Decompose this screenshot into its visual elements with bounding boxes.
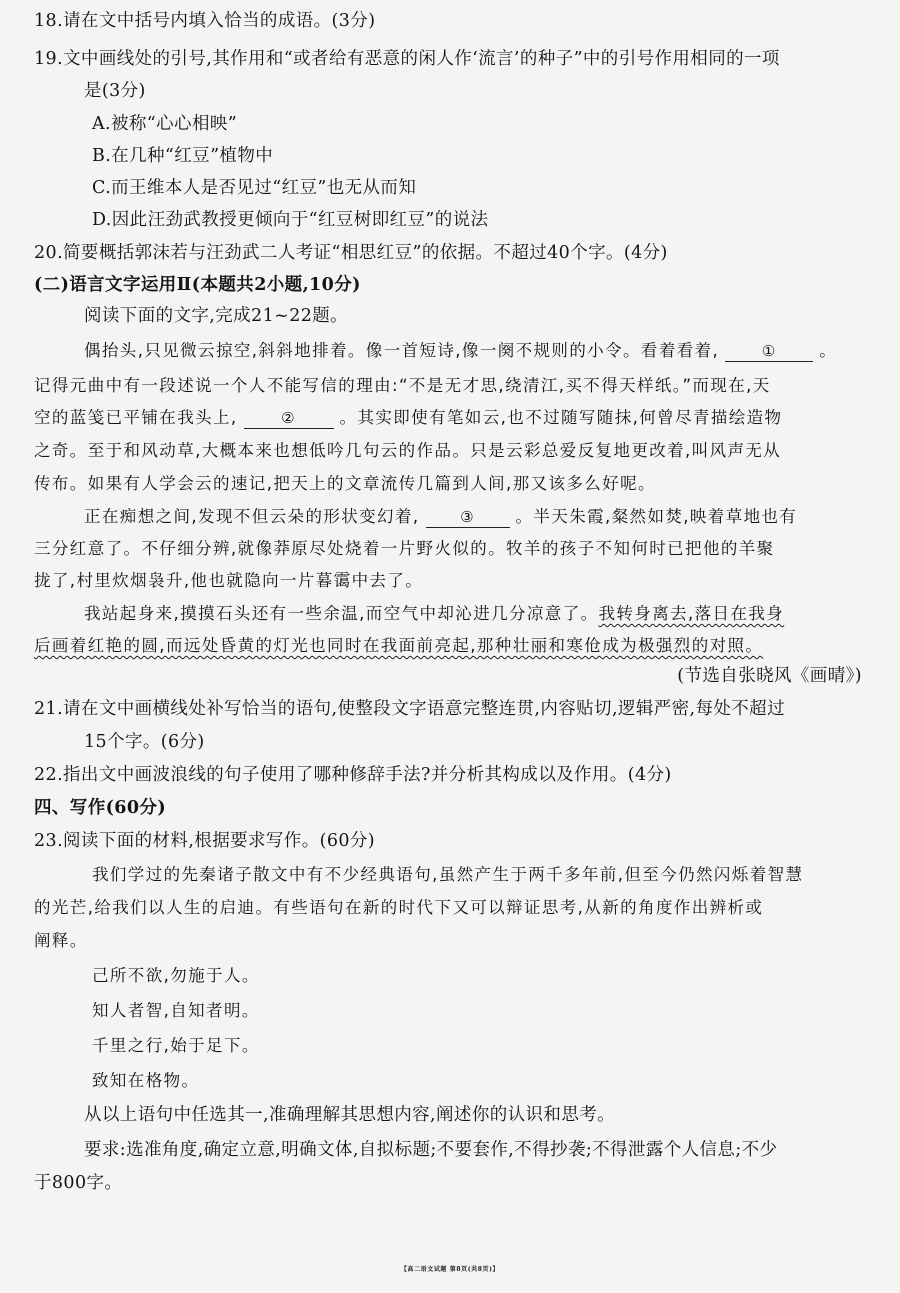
option-d: D.因此汪劲武教授更倾向于“红豆树即红豆”的说法 <box>92 210 489 230</box>
wavy-sentence-part1: 我转身离去,落日在我身 <box>598 604 785 623</box>
blank-1: ① <box>725 341 813 362</box>
question-19-stem: 19.文中画线处的引号,其作用和“或者给有恶意的闲人作‘流言’的种子”中的引号作用相同的一项 <box>34 49 780 69</box>
option-a: A.被称“心心相映” <box>92 114 238 134</box>
passage-p1-line1: 偶抬头,只见微云掠空,斜斜地排着。像一首短诗,像一阕不规则的小令。看着看着, ① 。 <box>84 341 838 360</box>
material-line3: 阐释。 <box>34 931 88 950</box>
writing-task: 从以上语句中任选其一,准确理解其思想内容,阐述你的认识和思考。 <box>84 1105 616 1125</box>
quote-2: 知人者智,自知者明。 <box>92 1001 260 1020</box>
passage-source: (节选自张晓风《画晴》) <box>677 666 862 686</box>
option-b: B.在几种“红豆”植物中 <box>92 146 274 166</box>
blank-2: ② <box>244 408 334 429</box>
passage-p2-line2: 三分红意了。不仔细分辨,就像莽原尽处烧着一片野火似的。牧羊的孩子不知何时已把他的羊聚 <box>34 539 775 558</box>
passage-p3-line1: 我站起身来,摸摸石头还有一些余温,而空气中却沁进几分凉意了。我转身离去,落日在我身 <box>84 604 785 623</box>
section-4-heading: 四、写作(60分) <box>34 798 167 818</box>
writing-requirements-cont: 于800字。 <box>34 1173 123 1193</box>
quote-1: 己所不欲,勿施于人。 <box>92 966 260 985</box>
question-22: 22.指出文中画波浪线的句子使用了哪种修辞手法?并分析其构成以及作用。(4分) <box>34 765 672 785</box>
passage-p1-line4: 之奇。至于和风动草,大概本来也想低吟几句云的作品。只是云彩总爱反复地更改着,叫风声无从 <box>34 441 782 460</box>
option-c: C.而王维本人是否见过“红豆”也无从而知 <box>92 178 417 198</box>
question-19-stem-cont: 是(3分) <box>84 81 146 101</box>
question-21-cont: 15个字。(6分) <box>84 732 205 752</box>
quote-4: 致知在格物。 <box>92 1071 200 1090</box>
passage-p3-line2 <box>34 633 763 659</box>
question-21: 21.请在文中画横线处补写恰当的语句,使整段文字语意完整连贯,内容贴切,逻辑严密,每处不超过 <box>34 699 785 719</box>
question-20: 20.简要概括郭沫若与汪劲武二人考证“相思红豆”的依据。不超过40个字。(4分) <box>34 243 668 263</box>
question-18: 18.请在文中括号内填入恰当的成语。(3分) <box>34 11 376 31</box>
passage-p2-line1: 正在痴想之间,发现不但云朵的形状变幻着, ③ 。半天朱霞,粲然如焚,映着草地也有 <box>84 507 798 526</box>
writing-requirements: 要求:选准角度,确定立意,明确文体,自拟标题;不要套作,不得抄袭;不得泄露个人信息;不少 <box>84 1140 778 1160</box>
question-23: 23.阅读下面的材料,根据要求写作。(60分) <box>34 831 376 851</box>
blank-3: ③ <box>426 507 510 528</box>
passage-p1-line3: 空的蓝笺已平铺在我头上, ② 。其实即使有笔如云,也不过随写随抹,何曾尽青描绘造物 <box>34 408 783 427</box>
passage-p1-line2: 记得元曲中有一段述说一个人不能写信的理由:“不是无才思,绕清江,买不得天样纸。”而现在,天 <box>34 376 771 395</box>
section-2-instruction: 阅读下面的文字,完成21~22题。 <box>84 306 349 326</box>
passage-p2-line3: 拢了,村里炊烟袅升,他也就隐向一片暮霭中去了。 <box>34 571 424 590</box>
page-footer: 【高二语文试题 第8页(共8页)】 <box>400 1266 500 1273</box>
material-line1: 我们学过的先秦诸子散文中有不少经典语句,虽然产生于两千多年前,但至今仍然闪烁着智慧 <box>92 865 804 884</box>
passage-p1-line5: 传布。如果有人学会云的速记,把天上的文章流传几篇到人间,那又该多么好呢。 <box>34 474 656 493</box>
material-line2: 的光芒,给我们以人生的启迪。有些语句在新的时代下又可以辩证思考,从新的角度作出辨析或 <box>34 898 764 917</box>
quote-3: 千里之行,始于足下。 <box>92 1036 260 1055</box>
wavy-sentence-part2: 后画着红艳的圆,而远处昏黄的灯光也同时在我面前亮起,那种壮丽和寒伧成为极强烈的对照。 <box>34 636 764 655</box>
section-2-heading: (二)语言文字运用Ⅱ(本题共2小题,10分) <box>34 275 361 295</box>
